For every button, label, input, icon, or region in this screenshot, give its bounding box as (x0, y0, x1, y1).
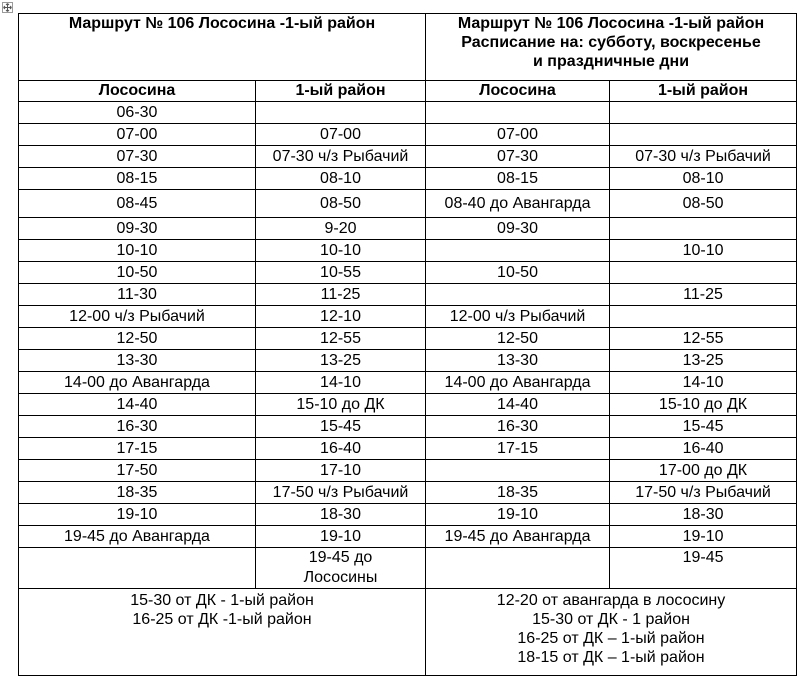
right-title (426, 14, 797, 81)
table-cell: 15-45 (610, 416, 797, 438)
table-cell: 10-50 (19, 262, 256, 284)
table-cell: 14-10 (610, 372, 797, 394)
table-cell: 08-50 (610, 190, 797, 218)
table-cell: 15-10 до ДК (256, 394, 426, 416)
table-cell (610, 124, 797, 146)
table-row (19, 350, 797, 372)
table-cell: 10-55 (256, 262, 426, 284)
table-cell: 14-00 до Авангарда (426, 372, 610, 394)
table-cell (610, 306, 797, 328)
table-cell: 12-10 (256, 306, 426, 328)
note-line: 16-25 от ДК – 1-ый район (517, 630, 705, 647)
right-title-line: Расписание на: субботу, воскресенье (461, 34, 761, 51)
title-row (19, 14, 797, 81)
table-cell: 08-10 (256, 168, 426, 190)
table-cell: 13-30 (19, 350, 256, 372)
table-cell: 12-50 (19, 328, 256, 350)
table-cell: 18-35 (426, 482, 610, 504)
table-cell (19, 548, 256, 589)
right-title-line: Маршрут № 106 Лососина -1-ый район (457, 15, 765, 32)
table-cell: 17-50 ч/з Рыбачий (256, 482, 426, 504)
table-cell: 18-30 (610, 504, 797, 526)
table-row (19, 262, 797, 284)
table-cell: 16-40 (256, 438, 426, 460)
table-cell (610, 218, 797, 240)
left-title: Маршрут № 106 Лососина -1-ый район (19, 14, 426, 81)
table-cell: 19-10 (610, 526, 797, 548)
column-header: 1-ый район (610, 81, 797, 102)
table-cell: 12-00 ч/з Рыбачий (426, 306, 610, 328)
table-row (19, 548, 797, 589)
table-cell: 07-00 (256, 124, 426, 146)
table-row (19, 168, 797, 190)
table-cell: 08-10 (610, 168, 797, 190)
table-cell: 19-10 (426, 504, 610, 526)
table-cell: 11-25 (610, 284, 797, 306)
column-header: Лососина (19, 81, 256, 102)
table-cell: 13-25 (610, 350, 797, 372)
table-row (19, 124, 797, 146)
table-row (19, 102, 797, 124)
table-row (19, 482, 797, 504)
note-line: 15-30 от ДК - 1-ый район (130, 592, 314, 609)
table-cell: 16-40 (610, 438, 797, 460)
table-row (19, 146, 797, 168)
table-cell: 15-10 до ДК (610, 394, 797, 416)
notes-row (19, 589, 797, 676)
table-cell (256, 548, 426, 589)
table-cell: 16-30 (426, 416, 610, 438)
table-move-handle-icon[interactable] (2, 2, 13, 13)
note-line: 12-20 от авангарда в лососину (496, 592, 726, 609)
table-row (19, 328, 797, 350)
table-row (19, 460, 797, 482)
table-cell: 12-00 ч/з Рыбачий (19, 306, 256, 328)
table-cell: 19-45 до Авангарда (426, 526, 610, 548)
table-cell: 08-45 (19, 190, 256, 218)
table-cell: 07-30 ч/з Рыбачий (610, 146, 797, 168)
note-line: 15-30 от ДК - 1 район (532, 611, 690, 628)
table-cell (426, 548, 610, 589)
table-cell: 17-15 (19, 438, 256, 460)
table-cell: 07-30 (426, 146, 610, 168)
table-row (19, 372, 797, 394)
table-row (19, 306, 797, 328)
table-cell (610, 102, 797, 124)
table-cell: 16-30 (19, 416, 256, 438)
table-cell: 14-00 до Авангарда (19, 372, 256, 394)
table-row (19, 416, 797, 438)
table-cell: 19-10 (19, 504, 256, 526)
table-cell: 13-25 (256, 350, 426, 372)
column-header-row (19, 81, 797, 102)
table-row (19, 504, 797, 526)
table-cell: 08-50 (256, 190, 426, 218)
table-cell: 10-10 (19, 240, 256, 262)
note-line: 16-25 от ДК -1-ый район (132, 611, 312, 628)
table-cell (610, 262, 797, 284)
table-row (19, 190, 797, 218)
note-line: 18-15 от ДК – 1-ый район (517, 649, 705, 666)
table-cell (426, 240, 610, 262)
table-cell: 17-10 (256, 460, 426, 482)
table-cell: 11-30 (19, 284, 256, 306)
table-cell: 13-30 (426, 350, 610, 372)
table-cell: 07-00 (426, 124, 610, 146)
table-cell: 10-50 (426, 262, 610, 284)
table-cell (426, 284, 610, 306)
table-cell: 06-30 (19, 102, 256, 124)
table-cell (426, 102, 610, 124)
table-cell: 14-40 (19, 394, 256, 416)
table-cell: 19-45 до Авангарда (19, 526, 256, 548)
table-cell: 17-15 (426, 438, 610, 460)
table-cell: 08-15 (426, 168, 610, 190)
table-cell: 12-55 (256, 328, 426, 350)
table-cell: 19-10 (256, 526, 426, 548)
table-cell: 17-50 (19, 460, 256, 482)
table-cell (256, 102, 426, 124)
table-cell: 17-00 до ДК (610, 460, 797, 482)
table-cell (426, 460, 610, 482)
table-cell: 10-10 (256, 240, 426, 262)
table-cell: 07-30 (19, 146, 256, 168)
table-cell: 07-30 ч/з Рыбачий (256, 146, 426, 168)
table-cell: 08-40 до Авангарда (426, 190, 610, 218)
table-row (19, 526, 797, 548)
table-cell: 07-00 (19, 124, 256, 146)
table-row (19, 438, 797, 460)
table-row (19, 394, 797, 416)
right-title-line: и праздничные дни (533, 53, 690, 70)
table-cell: 15-45 (256, 416, 426, 438)
table-cell: 11-25 (256, 284, 426, 306)
table-row (19, 240, 797, 262)
table-cell: 14-40 (426, 394, 610, 416)
cell-line: Лососины (303, 569, 378, 586)
table-cell: 12-55 (610, 328, 797, 350)
column-header: Лососина (426, 81, 610, 102)
table-cell: 14-10 (256, 372, 426, 394)
table-row (19, 218, 797, 240)
column-header: 1-ый район (256, 81, 426, 102)
table-cell: 17-50 ч/з Рыбачий (610, 482, 797, 504)
cell-line: 19-45 до (308, 549, 373, 566)
table-cell: 09-30 (426, 218, 610, 240)
schedule-table (18, 13, 797, 676)
table-row (19, 284, 797, 306)
table-cell: 19-45 (610, 548, 797, 589)
table-cell: 18-30 (256, 504, 426, 526)
table-cell: 10-10 (610, 240, 797, 262)
table-cell: 9-20 (256, 218, 426, 240)
table-cell: 09-30 (19, 218, 256, 240)
left-notes (19, 589, 426, 676)
table-cell: 08-15 (19, 168, 256, 190)
table-cell: 12-50 (426, 328, 610, 350)
table-cell: 18-35 (19, 482, 256, 504)
right-notes (426, 589, 797, 676)
